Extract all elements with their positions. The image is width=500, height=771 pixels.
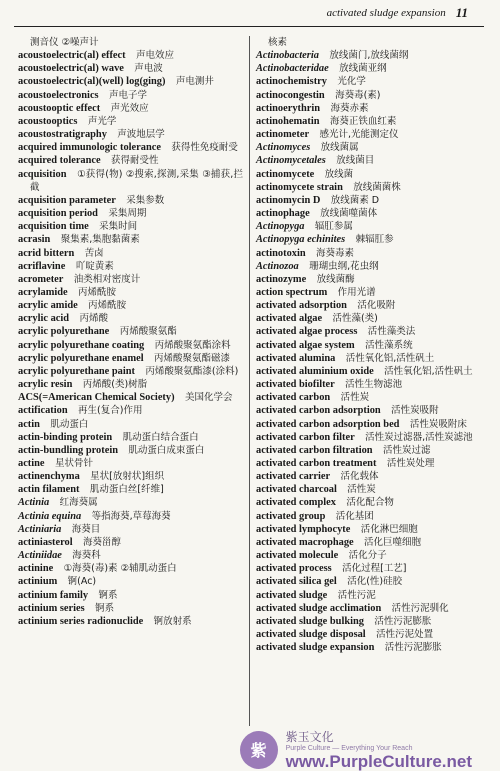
dictionary-entry [18, 615, 243, 628]
dictionary-entry [256, 615, 482, 628]
entry-definition: 放线菌酶 [316, 273, 355, 285]
entry-definition: 锕系 [95, 602, 115, 614]
entry-definition: 活性炭过滤器,活性炭滤池 [365, 431, 473, 443]
entry-term: actinotoxin [256, 247, 306, 259]
entry-term: activated carbon [256, 392, 331, 404]
dictionary-entry [18, 154, 243, 167]
dictionary-entry [256, 536, 482, 549]
entry-term: actinium [18, 576, 58, 588]
watermark-text [286, 728, 472, 771]
entry-definition: 活性藻(类) [332, 313, 378, 325]
watermark-chinese: 紫玉文化 [285, 729, 334, 744]
entry-term: activated molecule [256, 550, 339, 562]
entry-definition: 海葵赤素 [330, 102, 369, 114]
entry-term: acquisition time [18, 221, 89, 233]
entry-definition: ①海葵(毒)素 ②辅肌动蛋白 [63, 563, 177, 575]
entry-definition: 苦卤 [84, 247, 104, 259]
entry-term: acoustoelectronics [18, 89, 99, 101]
dictionary-entry [18, 62, 243, 75]
dictionary-entry [18, 391, 243, 404]
dictionary-entry [256, 49, 482, 62]
dictionary-entry [18, 365, 243, 378]
entry-definition: 核素 [268, 37, 288, 48]
dictionary-entry [18, 536, 243, 549]
dictionary-entry [18, 404, 243, 417]
entry-definition: 作用光谱 [337, 286, 376, 298]
entry-term: activated complex [256, 497, 336, 509]
entry-term: activated carrier [256, 471, 331, 483]
entry-definition: 放线菌噬菌体 [320, 208, 378, 220]
entry-definition: 珊瑚虫纲,花虫纲 [309, 260, 379, 272]
entry-term: acrid bittern [18, 247, 75, 259]
dictionary-entry [18, 115, 243, 128]
entry-definition: 丙烯酸聚氨酯涂料 [154, 339, 231, 351]
entry-term: actinomycete [256, 168, 315, 180]
entry-definition: 获得性免疫耐受 [171, 142, 238, 154]
dictionary-entry [256, 523, 482, 536]
entry-term: acrylamide [18, 286, 68, 298]
dictionary-entry [256, 339, 482, 352]
entry-term: acrylic polyurethane coating [18, 339, 145, 351]
dictionary-entry [18, 168, 243, 194]
entry-definition: 活性藻类法 [367, 326, 416, 338]
dictionary-entry [18, 286, 243, 299]
entry-term: Actinopyga [256, 221, 305, 233]
entry-term: acrylic amide [18, 300, 78, 312]
dictionary-entry [18, 273, 243, 286]
entry-term: actinophage [256, 208, 310, 220]
dictionary-entry [256, 431, 482, 444]
entry-definition: 声电波 [134, 63, 163, 75]
dictionary-entry [256, 510, 482, 523]
dictionary-entry [18, 194, 243, 207]
entry-definition: 活化巨噬细胞 [364, 536, 422, 548]
entry-term: activated algae process [256, 326, 358, 338]
entry-definition: 放线菌亚纲 [339, 63, 387, 75]
entry-term: actinometer [256, 129, 310, 141]
dictionary-entry [18, 602, 243, 615]
entry-definition: 等指海葵,草莓海葵 [91, 510, 171, 522]
entry-term: Actiniaria [18, 523, 62, 535]
entry-term: activated aluminium oxide [256, 365, 374, 377]
watermark [0, 728, 500, 771]
dictionary-entry [256, 457, 482, 470]
dictionary-entry [18, 444, 243, 457]
entry-term: acrasin [18, 234, 51, 246]
dictionary-entry [18, 36, 243, 49]
entry-term: actinium series radionuclide [18, 615, 144, 627]
entry-definition: 采集参数 [126, 194, 165, 206]
entry-term: activated biofilter [256, 379, 335, 391]
dictionary-entry [256, 247, 482, 260]
entry-term: activated group [256, 510, 326, 522]
entry-term: actinium series [18, 602, 85, 614]
entry-term: acrylic polyurethane paint [18, 365, 135, 377]
entry-definition: 吖啶黄素 [75, 260, 114, 272]
logo-glyph: 紫 [250, 741, 267, 760]
entry-definition: 海葵正铁血红素 [329, 115, 397, 127]
dictionary-columns [12, 36, 488, 726]
entry-definition: 声波地层学 [117, 129, 165, 141]
entry-definition: 星状[放射状]组织 [90, 471, 165, 483]
entry-definition: 活性炭 [347, 484, 376, 496]
dictionary-entry [256, 378, 482, 391]
entry-term: activated charcoal [256, 484, 337, 496]
dictionary-entry [256, 391, 482, 404]
entry-term: Actinozoa [256, 260, 299, 272]
entry-term: acoustoelectric(al) effect [18, 50, 126, 62]
dictionary-entry [18, 247, 243, 260]
entry-definition: 锕系 [98, 589, 118, 601]
entry-definition: 声光学 [87, 115, 117, 127]
entry-definition: 活化淋巴细胞 [360, 523, 418, 535]
entry-term: actine [18, 458, 45, 469]
entry-term: acquisition parameter [18, 194, 116, 206]
left-column [12, 36, 250, 726]
entry-term: actin-binding protein [18, 431, 113, 443]
entry-definition: 活性炭吸附床 [409, 418, 467, 430]
dictionary-entry [256, 141, 482, 154]
entry-definition: 棘辐肛参 [355, 234, 394, 246]
entry-definition: 声电效应 [135, 50, 174, 62]
dictionary-entry [256, 75, 482, 88]
entry-definition: 放线菌属 [320, 142, 359, 154]
dictionary-entry [18, 523, 243, 536]
dictionary-entry [18, 352, 243, 365]
dictionary-entry [18, 549, 243, 562]
entry-term: acquired immunologic tolerance [18, 142, 161, 154]
entry-term: activated sludge disposal [256, 629, 366, 641]
dictionary-entry [18, 49, 243, 62]
entry-definition: 声电子学 [109, 89, 148, 101]
entry-definition: 活性氧化铝,活性矾土 [384, 365, 473, 377]
entry-definition: ①获得(物) ②搜索,探测,采集 ③捕获,拦截 [30, 168, 243, 193]
entry-term: ACS(=American Chemical Society) [18, 392, 175, 404]
entry-definition: 放线菌菌株 [353, 181, 401, 193]
entry-definition: 活性污泥膨胀 [374, 615, 432, 627]
entry-term: activated carbon adsorption [256, 405, 381, 417]
dictionary-entry [18, 457, 243, 470]
entry-term: activated process [256, 563, 332, 575]
dictionary-entry [18, 89, 243, 102]
entry-definition: 获得耐受性 [111, 155, 159, 167]
entry-definition: 丙烯酸聚氨酯 [119, 326, 177, 338]
dictionary-entry [256, 483, 482, 496]
entry-term: Actinomyces [256, 142, 311, 154]
dictionary-entry [18, 299, 243, 312]
dictionary-entry [18, 128, 243, 141]
entry-term: Actinopyga echinites [256, 234, 346, 246]
dictionary-entry [256, 641, 482, 654]
entry-term: actinenchyma [18, 471, 80, 483]
dictionary-entry [18, 220, 243, 233]
entry-term: acriflavine [18, 260, 66, 272]
dictionary-entry [256, 325, 482, 338]
dictionary-entry [256, 299, 482, 312]
dictionary-entry [256, 89, 482, 102]
dictionary-entry [18, 496, 243, 509]
entry-definition: 肌动蛋白丝[纤维] [89, 484, 164, 496]
entry-definition: 海葵目 [71, 523, 101, 535]
entry-definition: 活化配合物 [346, 497, 394, 509]
page-header [0, 0, 500, 26]
dictionary-entry [256, 128, 482, 141]
dictionary-entry [18, 378, 243, 391]
entry-definition: 再生(复合)作用 [78, 405, 143, 417]
entry-definition: 放线菌门,放线菌纲 [329, 50, 409, 62]
dictionary-entry [256, 154, 482, 167]
page-number: 11 [455, 5, 468, 20]
entry-definition: 放线菌目 [336, 155, 375, 167]
dictionary-entry [256, 194, 482, 207]
entry-definition: 海葵甾醇 [83, 536, 122, 548]
dictionary-entry [18, 483, 243, 496]
dictionary-entry [18, 339, 243, 352]
entry-term: acrometer [18, 273, 64, 285]
entry-definition: 海葵毒素 [316, 247, 355, 259]
entry-term: actinoerythrin [256, 102, 321, 114]
dictionary-entry [18, 431, 243, 444]
entry-definition: 活化过程[工艺] [342, 563, 407, 575]
entry-term: acoustooptics [18, 115, 78, 127]
entry-term: acquired tolerance [18, 155, 101, 167]
entry-term: acrylic polyurethane enamel [18, 352, 144, 364]
entry-term: actinocongestin [256, 89, 325, 101]
entry-term: actinine [18, 563, 54, 575]
entry-definition: 声电测井 [175, 76, 214, 88]
entry-definition: 活化分子 [348, 550, 387, 562]
entry-definition: 丙烯酸聚氨酯漆(涂料) [145, 365, 239, 377]
right-column [250, 36, 488, 726]
entry-term: activated macrophage [256, 536, 354, 548]
entry-term: acquisition [18, 168, 67, 180]
dictionary-entry [18, 510, 243, 523]
entry-term: actinohematin [256, 115, 320, 127]
dictionary-entry [256, 102, 482, 115]
entry-term: action spectrum [256, 286, 328, 298]
entry-definition: 锕放射系 [153, 615, 192, 627]
entry-definition: 丙烯酰胺 [78, 286, 117, 298]
entry-definition: 放线菌 [324, 168, 354, 180]
entry-definition: 活化吸附 [357, 300, 396, 312]
entry-definition: 丙烯酸聚氨酯磁漆 [154, 352, 231, 364]
dictionary-entry [18, 75, 243, 88]
entry-term: activated adsorption [256, 300, 347, 312]
entry-definition: 测音仪 ②噪声计 [30, 37, 99, 48]
dictionary-entry [256, 444, 482, 457]
entry-definition: 美国化学会 [184, 392, 233, 404]
dictionary-entry [256, 286, 482, 299]
entry-term: activated sludge [256, 589, 328, 601]
dictionary-entry [18, 325, 243, 338]
entry-definition: 活性炭处理 [386, 458, 435, 469]
entry-term: activated sludge acclimation [256, 602, 382, 614]
dictionary-entry [18, 589, 243, 602]
entry-definition: 活性生物滤池 [345, 379, 403, 391]
dictionary-entry [18, 260, 243, 273]
dictionary-entry [18, 233, 243, 246]
entry-definition: 活性藻系统 [365, 339, 413, 351]
dictionary-entry [256, 549, 482, 562]
entry-term: activated sludge expansion [256, 642, 375, 654]
header-rule [14, 26, 484, 27]
entry-term: acrylic polyurethane [18, 326, 110, 338]
watermark-tagline: Purple Culture — Everything Your Reach [285, 744, 413, 752]
dictionary-entry [18, 102, 243, 115]
entry-term: actin [18, 418, 40, 430]
dictionary-entry [256, 168, 482, 181]
entry-term: acquisition period [18, 208, 98, 220]
entry-term: Actinobacteria [256, 50, 319, 62]
entry-definition: 丙烯酰胺 [88, 300, 127, 312]
entry-definition: 肌动蛋白成束蛋白 [128, 444, 205, 456]
dictionary-entry [256, 602, 482, 615]
dictionary-entry [18, 207, 243, 220]
dictionary-entry [256, 181, 482, 194]
entry-term: activated alumina [256, 352, 336, 364]
entry-definition: 红海葵属 [59, 497, 98, 509]
entry-definition: 肌动蛋白 [50, 418, 89, 430]
entry-definition: 活性炭过滤 [382, 444, 431, 456]
entry-definition: 活性污泥膨胀 [384, 642, 442, 654]
entry-term: Actinia [18, 497, 50, 509]
dictionary-entry [18, 470, 243, 483]
entry-term: Actiniidae [18, 550, 62, 562]
entry-term: actification [18, 405, 68, 417]
entry-definition: 放线菌素 D [330, 194, 380, 206]
dictionary-entry [256, 404, 482, 417]
dictionary-entry [18, 562, 243, 575]
entry-term: activated carbon adsorption bed [256, 418, 400, 430]
dictionary-entry [256, 62, 482, 75]
dictionary-entry [256, 273, 482, 286]
entry-definition: 肌动蛋白结合蛋白 [122, 431, 199, 443]
dictionary-entry [256, 496, 482, 509]
entry-definition: 采集时间 [99, 221, 138, 233]
entry-definition: 辐肛参属 [314, 221, 353, 233]
entry-term: activated carbon filter [256, 431, 355, 443]
entry-term: actinomycin D [256, 194, 321, 206]
entry-definition: 采集周期 [108, 208, 147, 220]
purple-culture-logo [240, 731, 278, 769]
dictionary-entry [256, 418, 482, 431]
dictionary-entry [256, 115, 482, 128]
entry-term: actin filament [18, 484, 80, 496]
entry-term: actiniasterol [18, 536, 73, 548]
entry-definition: 丙烯酸 [79, 313, 108, 325]
entry-term: acoustoelectric(al)(well) log(ging) [18, 76, 166, 88]
entry-term: actinomycete strain [256, 181, 343, 193]
entry-term: activated carbon treatment [256, 458, 377, 469]
dictionary-entry [256, 470, 482, 483]
dictionary-entry [256, 365, 482, 378]
entry-definition: 活化(性)硅胶 [347, 576, 403, 588]
entry-term: Actinobacteridae [256, 63, 329, 75]
entry-term: activated carbon filtration [256, 444, 373, 456]
entry-definition: 感光计,光能测定仪 [319, 129, 399, 141]
entry-definition: 活性炭吸附 [391, 405, 439, 417]
dictionary-entry [256, 233, 482, 246]
entry-term: activated lymphocyte [256, 523, 351, 535]
entry-definition: 海葵毒(素) [335, 89, 381, 101]
entry-term: acoustooptic effect [18, 102, 101, 114]
dictionary-entry [256, 575, 482, 588]
entry-term: actin-bundling protein [18, 444, 118, 456]
dictionary-entry [256, 589, 482, 602]
dictionary-entry [18, 312, 243, 325]
entry-term: activated sludge bulking [256, 615, 364, 627]
entry-definition: 声光效应 [110, 102, 149, 114]
entry-definition: 丙烯酸(类)树脂 [82, 379, 148, 391]
dictionary-entry [18, 418, 243, 431]
entry-definition: 星状骨针 [54, 458, 93, 469]
entry-definition: 活性氧化铝,活性矾土 [345, 352, 435, 364]
entry-term: activated algae [256, 313, 323, 325]
entry-term: acoustostratigraphy [18, 129, 107, 141]
entry-definition: 聚集素,集胞黏菌素 [60, 234, 140, 246]
dictionary-entry [18, 141, 243, 154]
entry-term: actinochemistry [256, 76, 327, 88]
entry-term: actinium family [18, 589, 89, 601]
entry-term: activated silica gel [256, 576, 337, 588]
dictionary-entry [256, 36, 482, 49]
dictionary-entry [256, 628, 482, 641]
entry-definition: 活化基团 [335, 510, 374, 522]
entry-definition: 活性污泥驯化 [391, 602, 449, 614]
dictionary-entry [256, 260, 482, 273]
entry-term: acrylic resin [18, 379, 73, 391]
entry-term: activated algae system [256, 339, 355, 351]
entry-term: Actinomycetales [256, 155, 326, 167]
dictionary-entry [256, 207, 482, 220]
dictionary-entry [256, 352, 482, 365]
running-head: activated sludge expansion [326, 7, 446, 19]
entry-definition: 活化载体 [340, 471, 379, 483]
entry-definition: 光化学 [337, 76, 366, 88]
entry-definition: 锕(Ac) [67, 576, 97, 588]
dictionary-entry [256, 312, 482, 325]
dictionary-entry [256, 220, 482, 233]
watermark-url: www.PurpleCulture.net [285, 751, 472, 771]
entry-term: acoustoelectric(al) wave [18, 63, 124, 75]
entry-term: actinozyme [256, 273, 307, 285]
entry-definition: 活性炭 [340, 392, 370, 404]
entry-definition: 海葵科 [72, 550, 101, 562]
entry-definition: 油类相对密度计 [73, 273, 141, 285]
entry-definition: 活性污泥处置 [376, 629, 434, 641]
dictionary-entry [256, 562, 482, 575]
entry-definition: 活性污泥 [337, 589, 376, 601]
entry-term: acrylic acid [18, 313, 70, 325]
entry-term: Actinia equina [18, 510, 82, 522]
dictionary-entry [18, 575, 243, 588]
